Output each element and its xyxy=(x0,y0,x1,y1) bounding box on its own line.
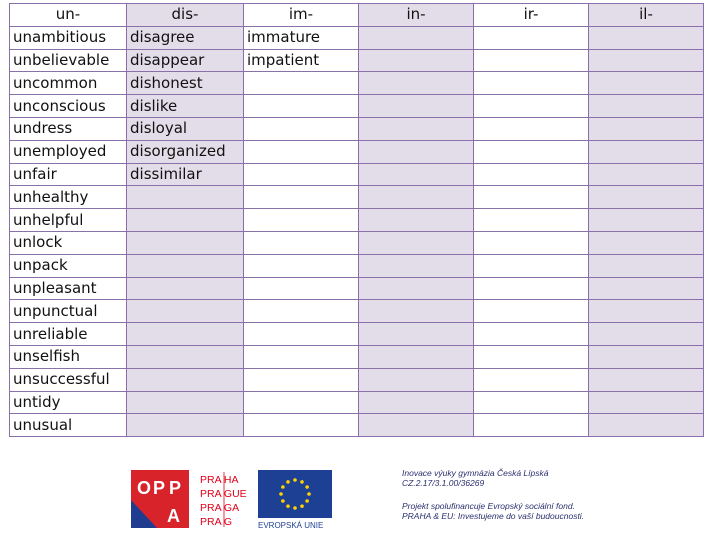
cell-im xyxy=(244,414,359,437)
cell-un: unambitious xyxy=(10,26,127,49)
cell-il xyxy=(589,26,704,49)
cell-im xyxy=(244,368,359,391)
praha-line-3: PRA GA xyxy=(200,502,240,514)
cell-dis xyxy=(127,186,244,209)
eu-caption: EVROPSKÁ UNIE xyxy=(258,521,324,530)
cell-dis xyxy=(127,414,244,437)
cell-in xyxy=(359,345,474,368)
cell-in xyxy=(359,186,474,209)
cell-un: unemployed xyxy=(10,140,127,163)
cell-in xyxy=(359,26,474,49)
cell-il xyxy=(589,186,704,209)
cell-dis: dislike xyxy=(127,95,244,118)
table-row xyxy=(10,391,704,414)
cell-il xyxy=(589,391,704,414)
cell-dis: dishonest xyxy=(127,72,244,95)
eu-star xyxy=(286,480,290,484)
cell-un: unpleasant xyxy=(10,277,127,300)
prefix-table xyxy=(9,3,704,437)
praha-logo xyxy=(197,470,253,528)
table-row xyxy=(10,414,704,437)
cell-dis xyxy=(127,300,244,323)
cell-in xyxy=(359,300,474,323)
cell-ir xyxy=(474,391,589,414)
cell-ir xyxy=(474,300,589,323)
eu-star xyxy=(281,485,285,489)
info-line-2: CZ.2.17/3.1.00/36269 xyxy=(402,478,485,488)
info-line-4: PRAHA & EU: Investujeme do vaší budoucnosti. xyxy=(402,511,585,521)
cell-il xyxy=(589,49,704,72)
cell-ir xyxy=(474,277,589,300)
cell-ir xyxy=(474,209,589,232)
cell-dis xyxy=(127,277,244,300)
cell-dis xyxy=(127,254,244,277)
cell-il xyxy=(589,163,704,186)
header-row xyxy=(10,4,704,27)
cell-im xyxy=(244,95,359,118)
table-row xyxy=(10,209,704,232)
info-line-1: Inovace výuky gymnázia Česká Lípská xyxy=(402,468,549,478)
cell-ir xyxy=(474,231,589,254)
table-row xyxy=(10,186,704,209)
cell-il xyxy=(589,95,704,118)
eu-star xyxy=(307,492,311,496)
eu-flag-logo xyxy=(258,470,332,530)
cell-il xyxy=(589,209,704,232)
table-row xyxy=(10,140,704,163)
cell-il xyxy=(589,368,704,391)
cell-un: unsuccessful xyxy=(10,368,127,391)
praha-line-1: PRA HA xyxy=(200,474,239,486)
cell-il xyxy=(589,323,704,346)
cell-un: unpunctual xyxy=(10,300,127,323)
eu-star xyxy=(293,478,297,482)
header-ir: ir- xyxy=(474,4,589,27)
eu-star xyxy=(305,499,309,503)
cell-dis: disappear xyxy=(127,49,244,72)
eu-star xyxy=(300,480,304,484)
cell-ir xyxy=(474,140,589,163)
eu-star xyxy=(279,492,283,496)
cell-in xyxy=(359,254,474,277)
cell-dis: disloyal xyxy=(127,117,244,140)
cell-dis xyxy=(127,209,244,232)
table-row xyxy=(10,26,704,49)
project-info xyxy=(402,468,584,521)
cell-dis xyxy=(127,323,244,346)
cell-in xyxy=(359,163,474,186)
cell-in xyxy=(359,414,474,437)
cell-ir xyxy=(474,368,589,391)
cell-in xyxy=(359,231,474,254)
table-row xyxy=(10,345,704,368)
header-in: in- xyxy=(359,4,474,27)
info-line-3: Projekt spolufinancuje Evropský sociální fond. xyxy=(402,501,575,511)
cell-im xyxy=(244,231,359,254)
cell-ir xyxy=(474,254,589,277)
eu-star xyxy=(286,504,290,508)
cell-ir xyxy=(474,26,589,49)
header-un: un- xyxy=(10,4,127,27)
cell-in xyxy=(359,95,474,118)
table-row xyxy=(10,323,704,346)
cell-in xyxy=(359,323,474,346)
cell-un: unhelpful xyxy=(10,209,127,232)
cell-un: undress xyxy=(10,117,127,140)
cell-im xyxy=(244,323,359,346)
cell-ir xyxy=(474,163,589,186)
cell-un: untidy xyxy=(10,391,127,414)
header-il: il- xyxy=(589,4,704,27)
opp-letter-4: A xyxy=(167,506,180,526)
eu-star xyxy=(281,499,285,503)
cell-dis: disagree xyxy=(127,26,244,49)
cell-dis xyxy=(127,231,244,254)
cell-ir xyxy=(474,117,589,140)
cell-un: unlock xyxy=(10,231,127,254)
cell-im xyxy=(244,72,359,95)
opp-logo xyxy=(131,470,189,528)
table-row xyxy=(10,95,704,118)
cell-un: unfair xyxy=(10,163,127,186)
table-body xyxy=(10,26,704,436)
cell-im xyxy=(244,277,359,300)
cell-il xyxy=(589,414,704,437)
cell-il xyxy=(589,254,704,277)
table-row xyxy=(10,277,704,300)
cell-un: unusual xyxy=(10,414,127,437)
cell-in xyxy=(359,391,474,414)
cell-il xyxy=(589,345,704,368)
eu-star xyxy=(293,506,297,510)
table-row xyxy=(10,231,704,254)
cell-dis xyxy=(127,368,244,391)
cell-im: impatient xyxy=(244,49,359,72)
cell-dis: dissimilar xyxy=(127,163,244,186)
cell-il xyxy=(589,300,704,323)
cell-ir xyxy=(474,345,589,368)
cell-im xyxy=(244,345,359,368)
cell-im xyxy=(244,209,359,232)
cell-ir xyxy=(474,49,589,72)
cell-il xyxy=(589,277,704,300)
cell-dis xyxy=(127,391,244,414)
cell-dis: disorganized xyxy=(127,140,244,163)
cell-ir xyxy=(474,186,589,209)
cell-in xyxy=(359,277,474,300)
footer-logos xyxy=(0,462,720,534)
praha-line-4: PRA G xyxy=(200,516,233,528)
cell-un: unpack xyxy=(10,254,127,277)
cell-un: uncommon xyxy=(10,72,127,95)
opp-letter-1: O xyxy=(137,478,152,498)
opp-letter-2: P xyxy=(153,478,166,498)
cell-un: unselfish xyxy=(10,345,127,368)
cell-im xyxy=(244,163,359,186)
table-row xyxy=(10,49,704,72)
opp-letter-3: P xyxy=(169,478,182,498)
cell-im xyxy=(244,140,359,163)
cell-im: immature xyxy=(244,26,359,49)
cell-in xyxy=(359,368,474,391)
cell-un: unbelievable xyxy=(10,49,127,72)
header-dis: dis- xyxy=(127,4,244,27)
table-row xyxy=(10,254,704,277)
cell-in xyxy=(359,117,474,140)
cell-il xyxy=(589,117,704,140)
cell-in xyxy=(359,209,474,232)
cell-in xyxy=(359,72,474,95)
table-row xyxy=(10,72,704,95)
cell-un: unhealthy xyxy=(10,186,127,209)
cell-in xyxy=(359,49,474,72)
table-row xyxy=(10,163,704,186)
cell-im xyxy=(244,186,359,209)
cell-il xyxy=(589,72,704,95)
cell-un: unconscious xyxy=(10,95,127,118)
eu-star xyxy=(300,504,304,508)
cell-im xyxy=(244,117,359,140)
cell-un: unreliable xyxy=(10,323,127,346)
cell-im xyxy=(244,391,359,414)
cell-dis xyxy=(127,345,244,368)
eu-star xyxy=(305,485,309,489)
cell-ir xyxy=(474,414,589,437)
cell-il xyxy=(589,231,704,254)
header-im: im- xyxy=(244,4,359,27)
cell-im xyxy=(244,300,359,323)
table-row xyxy=(10,300,704,323)
cell-ir xyxy=(474,72,589,95)
cell-ir xyxy=(474,323,589,346)
cell-im xyxy=(244,254,359,277)
table-row xyxy=(10,117,704,140)
cell-ir xyxy=(474,95,589,118)
cell-in xyxy=(359,140,474,163)
praha-line-2: PRA GUE xyxy=(200,488,247,500)
table-row xyxy=(10,368,704,391)
cell-il xyxy=(589,140,704,163)
